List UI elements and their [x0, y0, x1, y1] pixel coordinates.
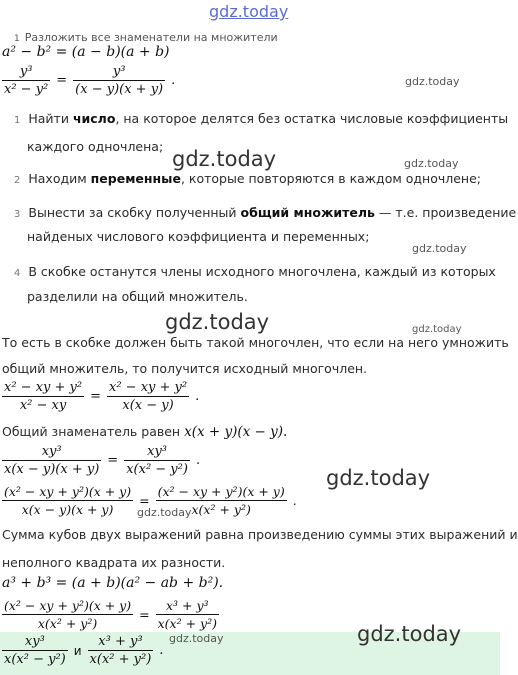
fraction-eq-1: $\frac{\text{y³}}{\text{x² − y²}}$ = $\frac{\text{y³}}{(x - y)(x + y)}$ .	[4, 64, 176, 97]
paragraph-2-line1: Сумма кубов двух выражений равна произведению суммы этих выражений и	[2, 527, 518, 542]
fraction-eq-4: $\frac{\text{(x² − xy + y²)(x + y)}}{x(x - y)(x + y)}$ = $\frac{\text{(x² − xy + y²)(x + y)}}{\text{x(x² + y²)}}$ .	[4, 484, 297, 517]
header-cut-text: 1 Разложить все знаменатели на множители	[14, 31, 278, 44]
step-4-line2: разделили на общий множитель.	[27, 289, 248, 304]
fraction-final: $\frac{\text{xy³}}{\text{x(x² − y²)}}$ и $\frac{\text{x³ + y³}}{\text{x(x² + y²)}}$ .	[4, 634, 164, 667]
formula-difference-of-squares: a² − b² = (a − b)(a + b)	[2, 44, 170, 60]
step-1: 1 Найти число, на которое делятся без остатка числовые коэффициенты	[14, 111, 509, 126]
paragraph-1-line2: общий множитель, то получится исходный многочлен.	[2, 361, 368, 376]
common-denominator-line: Общий знаменатель равен x(x + y)(x − y).	[2, 424, 288, 440]
paragraph-2-line2: неполного квадрата их разности.	[2, 555, 226, 570]
watermark-small: gdz.today	[169, 632, 224, 645]
watermark-large: gdz.today	[357, 622, 462, 646]
watermark-small: gdz.today	[404, 157, 459, 170]
watermark-top: gdz.today	[209, 2, 289, 21]
step-4: 4 В скобке останутся члены исходного многочлена, каждый из которых	[14, 264, 496, 279]
fraction-eq-5: $\frac{\text{(x² − xy + y²)(x + y)}}{\text{x(x² + y²)}}$ = $\frac{\text{x³ + y³}}{\text{x(x² + y²)}}$	[4, 598, 217, 631]
watermark-large: gdz.today	[172, 147, 277, 171]
header-step-number: 1	[14, 34, 20, 44]
fraction-eq-2: $\frac{\text{x² − xy + y²}}{\text{x² − xy}}$ = $\frac{\text{x² − xy + y²}}{x(x - y)}$ .	[4, 380, 200, 413]
formula-sum-of-cubes: a³ + b³ = (a + b)(a² − ab + b²).	[2, 575, 224, 591]
step-2: 2 Находим переменные, которые повторяются в каждом одночлене;	[14, 171, 481, 186]
step-3: 3 Вынести за скобку полученный общий множитель — т.е. произведение	[14, 205, 517, 220]
paragraph-1-line1: То есть в скобке должен быть такой многочлен, что если на него умножить	[2, 335, 509, 350]
watermark-small: gdz.today	[137, 506, 192, 519]
watermark-small: gdz.today	[405, 75, 460, 88]
step-3-line2: найденых числового коэффициента и переменных;	[27, 229, 370, 244]
watermark-small: gdz.today	[412, 324, 462, 335]
watermark-large: gdz.today	[326, 466, 431, 490]
watermark-large: gdz.today	[165, 310, 270, 334]
step-1-line2: каждого одночлена;	[27, 139, 164, 154]
watermark-small: gdz.today	[412, 242, 467, 255]
fraction-eq-3: $\frac{\text{xy³}}{x(x - y)(x + y)}$ = $\frac{\text{xy³}}{\text{x(x² − y²)}}$ .	[4, 444, 201, 477]
